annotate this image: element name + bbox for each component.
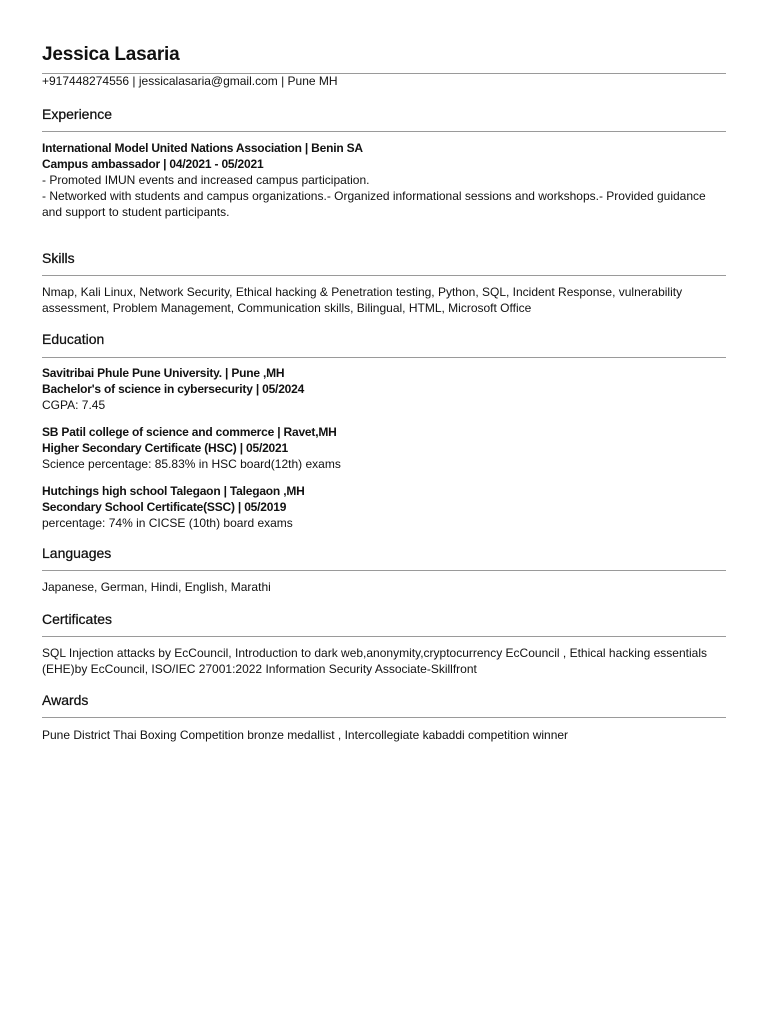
education-institution: Savitribai Phule Pune University. | Pune ,MH: [42, 366, 285, 380]
education-degree: Higher Secondary Certificate (HSC) | 05/2021: [42, 441, 288, 455]
education-detail: CGPA: 7.45: [42, 398, 106, 412]
education-detail: percentage: 74% in CICSE (10th) board exams: [42, 516, 293, 530]
skills-text: Nmap, Kali Linux, Network Security, Ethical hacking & Penetration testing, Python, SQL, Incident Response, vulnerability assessment, Problem Management, Communication skills, Bilingual, HTML, Microsoft Office: [42, 285, 683, 315]
education-degree: Secondary School Certificate(SSC) | 05/2019: [42, 500, 287, 514]
skills-heading: Skills: [42, 250, 75, 266]
certificates-text: SQL Injection attacks by EcCouncil, Introduction to dark web,anonymity,cryptocurrency EcCouncil , Ethical hacking essentials (EHE)by EcCouncil, ISO/IEC 27001:2022 Information Security Associate-Skillfront: [42, 646, 707, 676]
education-entry: [42, 483, 726, 531]
contact-line: +917448274556 | jessicalasaria@gmail.com | Pune MH: [42, 74, 338, 88]
education-entry: [42, 365, 726, 413]
experience-bullet: - Promoted IMUN events and increased campus participation.: [42, 173, 370, 187]
skills-divider: [42, 275, 726, 276]
education-heading: Education: [42, 331, 105, 347]
experience-entry: [42, 140, 726, 220]
certificates-divider: [42, 636, 726, 637]
experience-divider: [42, 131, 726, 132]
awards-divider: [42, 717, 726, 718]
certificates-heading: Certificates: [42, 611, 113, 627]
education-divider: [42, 357, 726, 358]
education-institution: SB Patil college of science and commerce | Ravet,MH: [42, 425, 337, 439]
languages-text: Japanese, German, Hindi, English, Marathi: [42, 580, 271, 594]
education-list: [42, 365, 726, 542]
experience-bullet: - Networked with students and campus organizations.- Organized informational sessions and workshops.- Provided guidance and support to student participants.: [42, 189, 706, 219]
languages-divider: [42, 570, 726, 571]
experience-role: Campus ambassador | 04/2021 - 05/2021: [42, 157, 264, 171]
education-entry: [42, 424, 726, 472]
experience-organization: International Model United Nations Association | Benin SA: [42, 141, 363, 155]
education-detail: Science percentage: 85.83% in HSC board(12th) exams: [42, 457, 341, 471]
languages-heading: Languages: [42, 545, 112, 561]
awards-heading: Awards: [42, 692, 89, 708]
education-degree: Bachelor's of science in cybersecurity | 05/2024: [42, 382, 305, 396]
experience-heading: Experience: [42, 106, 113, 122]
education-institution: Hutchings high school Talegaon | Talegaon ,MH: [42, 484, 305, 498]
candidate-name: Jessica Lasaria: [42, 44, 180, 65]
awards-text: Pune District Thai Boxing Competition bronze medallist , Intercollegiate kabaddi competition winner: [42, 728, 569, 742]
